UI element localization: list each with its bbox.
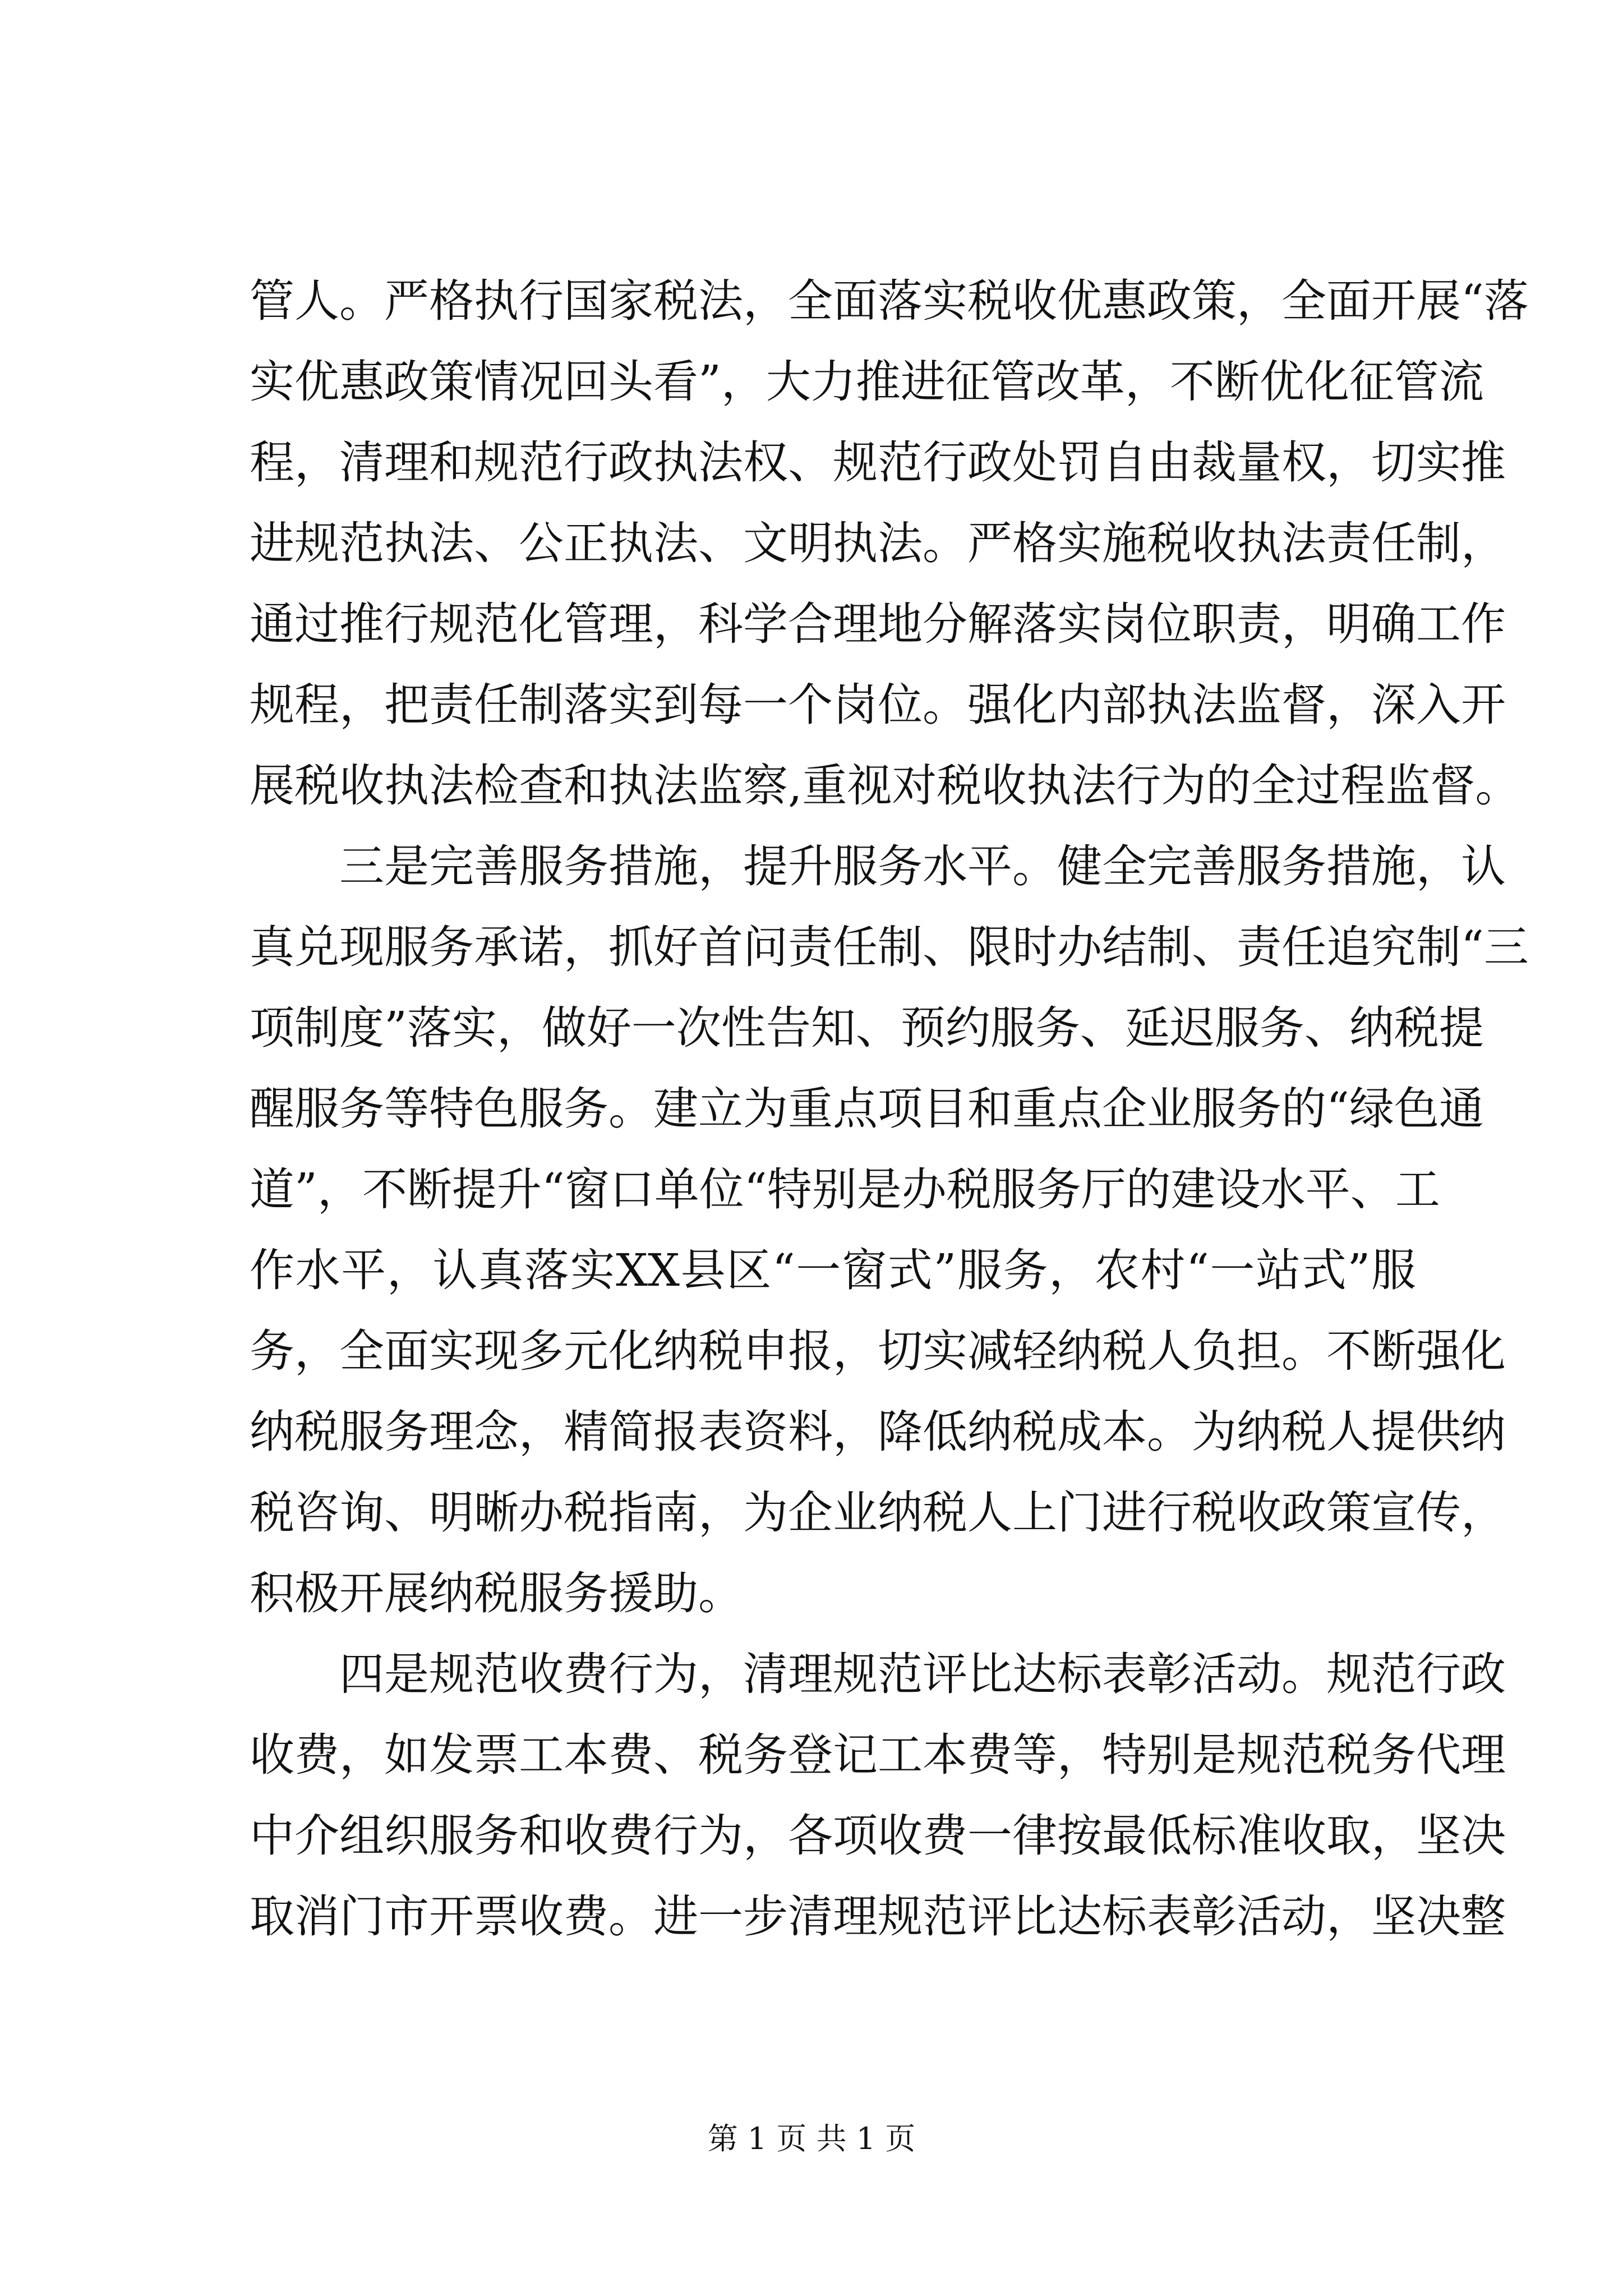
paragraph-1 — [250, 261, 1529, 826]
paragraph-2 — [250, 826, 1529, 1634]
text-line: 作水平，认真落实XX县区“一窗式”服务，农村“一站式”服 — [250, 1244, 1416, 1296]
text-line: 积极开展纳税服务援助。 — [250, 1567, 743, 1619]
page-number-label: 第 1 页 共 1 页 — [707, 2121, 916, 2156]
text-line: 进规范执法、公正执法、文明执法。严格实施税收执法责任制， — [250, 517, 1506, 569]
text-line: 三是完善服务措施，提升服务水平。健全完善服务措施，认 — [339, 840, 1506, 892]
text-line: 程，清理和规范行政执法权、规范行政处罚自由裁量权，切实推 — [250, 436, 1506, 489]
text-line: 规程，把责任制落实到每一个岗位。强化内部执法监督，深入开 — [250, 679, 1506, 731]
text-line: 取消门市开票收费。进一步清理规范评比达标表彰活动，坚决整 — [250, 1890, 1506, 1943]
text-line: 收费，如发票工本费、税务登记工本费等，特别是规范税务代理 — [250, 1729, 1506, 1781]
text-line: 务，全面实现多元化纳税申报，切实减轻纳税人负担。不断强化 — [250, 1325, 1506, 1377]
text-line: 真兑现服务承诺，抓好首问责任制、限时办结制、责任追究制“三 — [250, 921, 1529, 973]
text-line: 道”，不断提升“窗口单位“特别是办税服务厅的建设水平、工 — [250, 1163, 1440, 1216]
text-line: 实优惠政策情况回头看”，大力推进征管改革，不断优化征管流 — [250, 356, 1484, 408]
document-body — [250, 261, 1529, 1957]
text-line: 纳税服务理念，精简报表资料，降低纳税成本。为纳税人提供纳 — [250, 1406, 1506, 1458]
paragraph-3 — [250, 1634, 1506, 1957]
text-line: 中介组织服务和收费行为，各项收费一律按最低标准收取，坚决 — [250, 1810, 1506, 1862]
text-line: 展税收执法检查和执法监察,重视对税收执法行为的全过程监督。 — [250, 760, 1520, 812]
text-line: 税咨询、明晰办税指南，为企业纳税人上门进行税收政策宣传， — [250, 1487, 1506, 1539]
text-line: 通过推行规范化管理，科学合理地分解落实岗位职责，明确工作 — [250, 598, 1506, 650]
page-footer — [0, 2115, 1623, 2158]
text-line: 四是规范收费行为，清理规范评比达标表彰活动。规范行政 — [339, 1648, 1506, 1700]
text-line: 项制度”落实，做好一次性告知、预约服务、延迟服务、纳税提 — [250, 1002, 1484, 1054]
text-line: 醒服务等特色服务。建立为重点项目和重点企业服务的“绿色通 — [250, 1083, 1484, 1135]
text-line: 管人。严格执行国家税法，全面落实税收优惠政策，全面开展“落 — [250, 275, 1529, 327]
